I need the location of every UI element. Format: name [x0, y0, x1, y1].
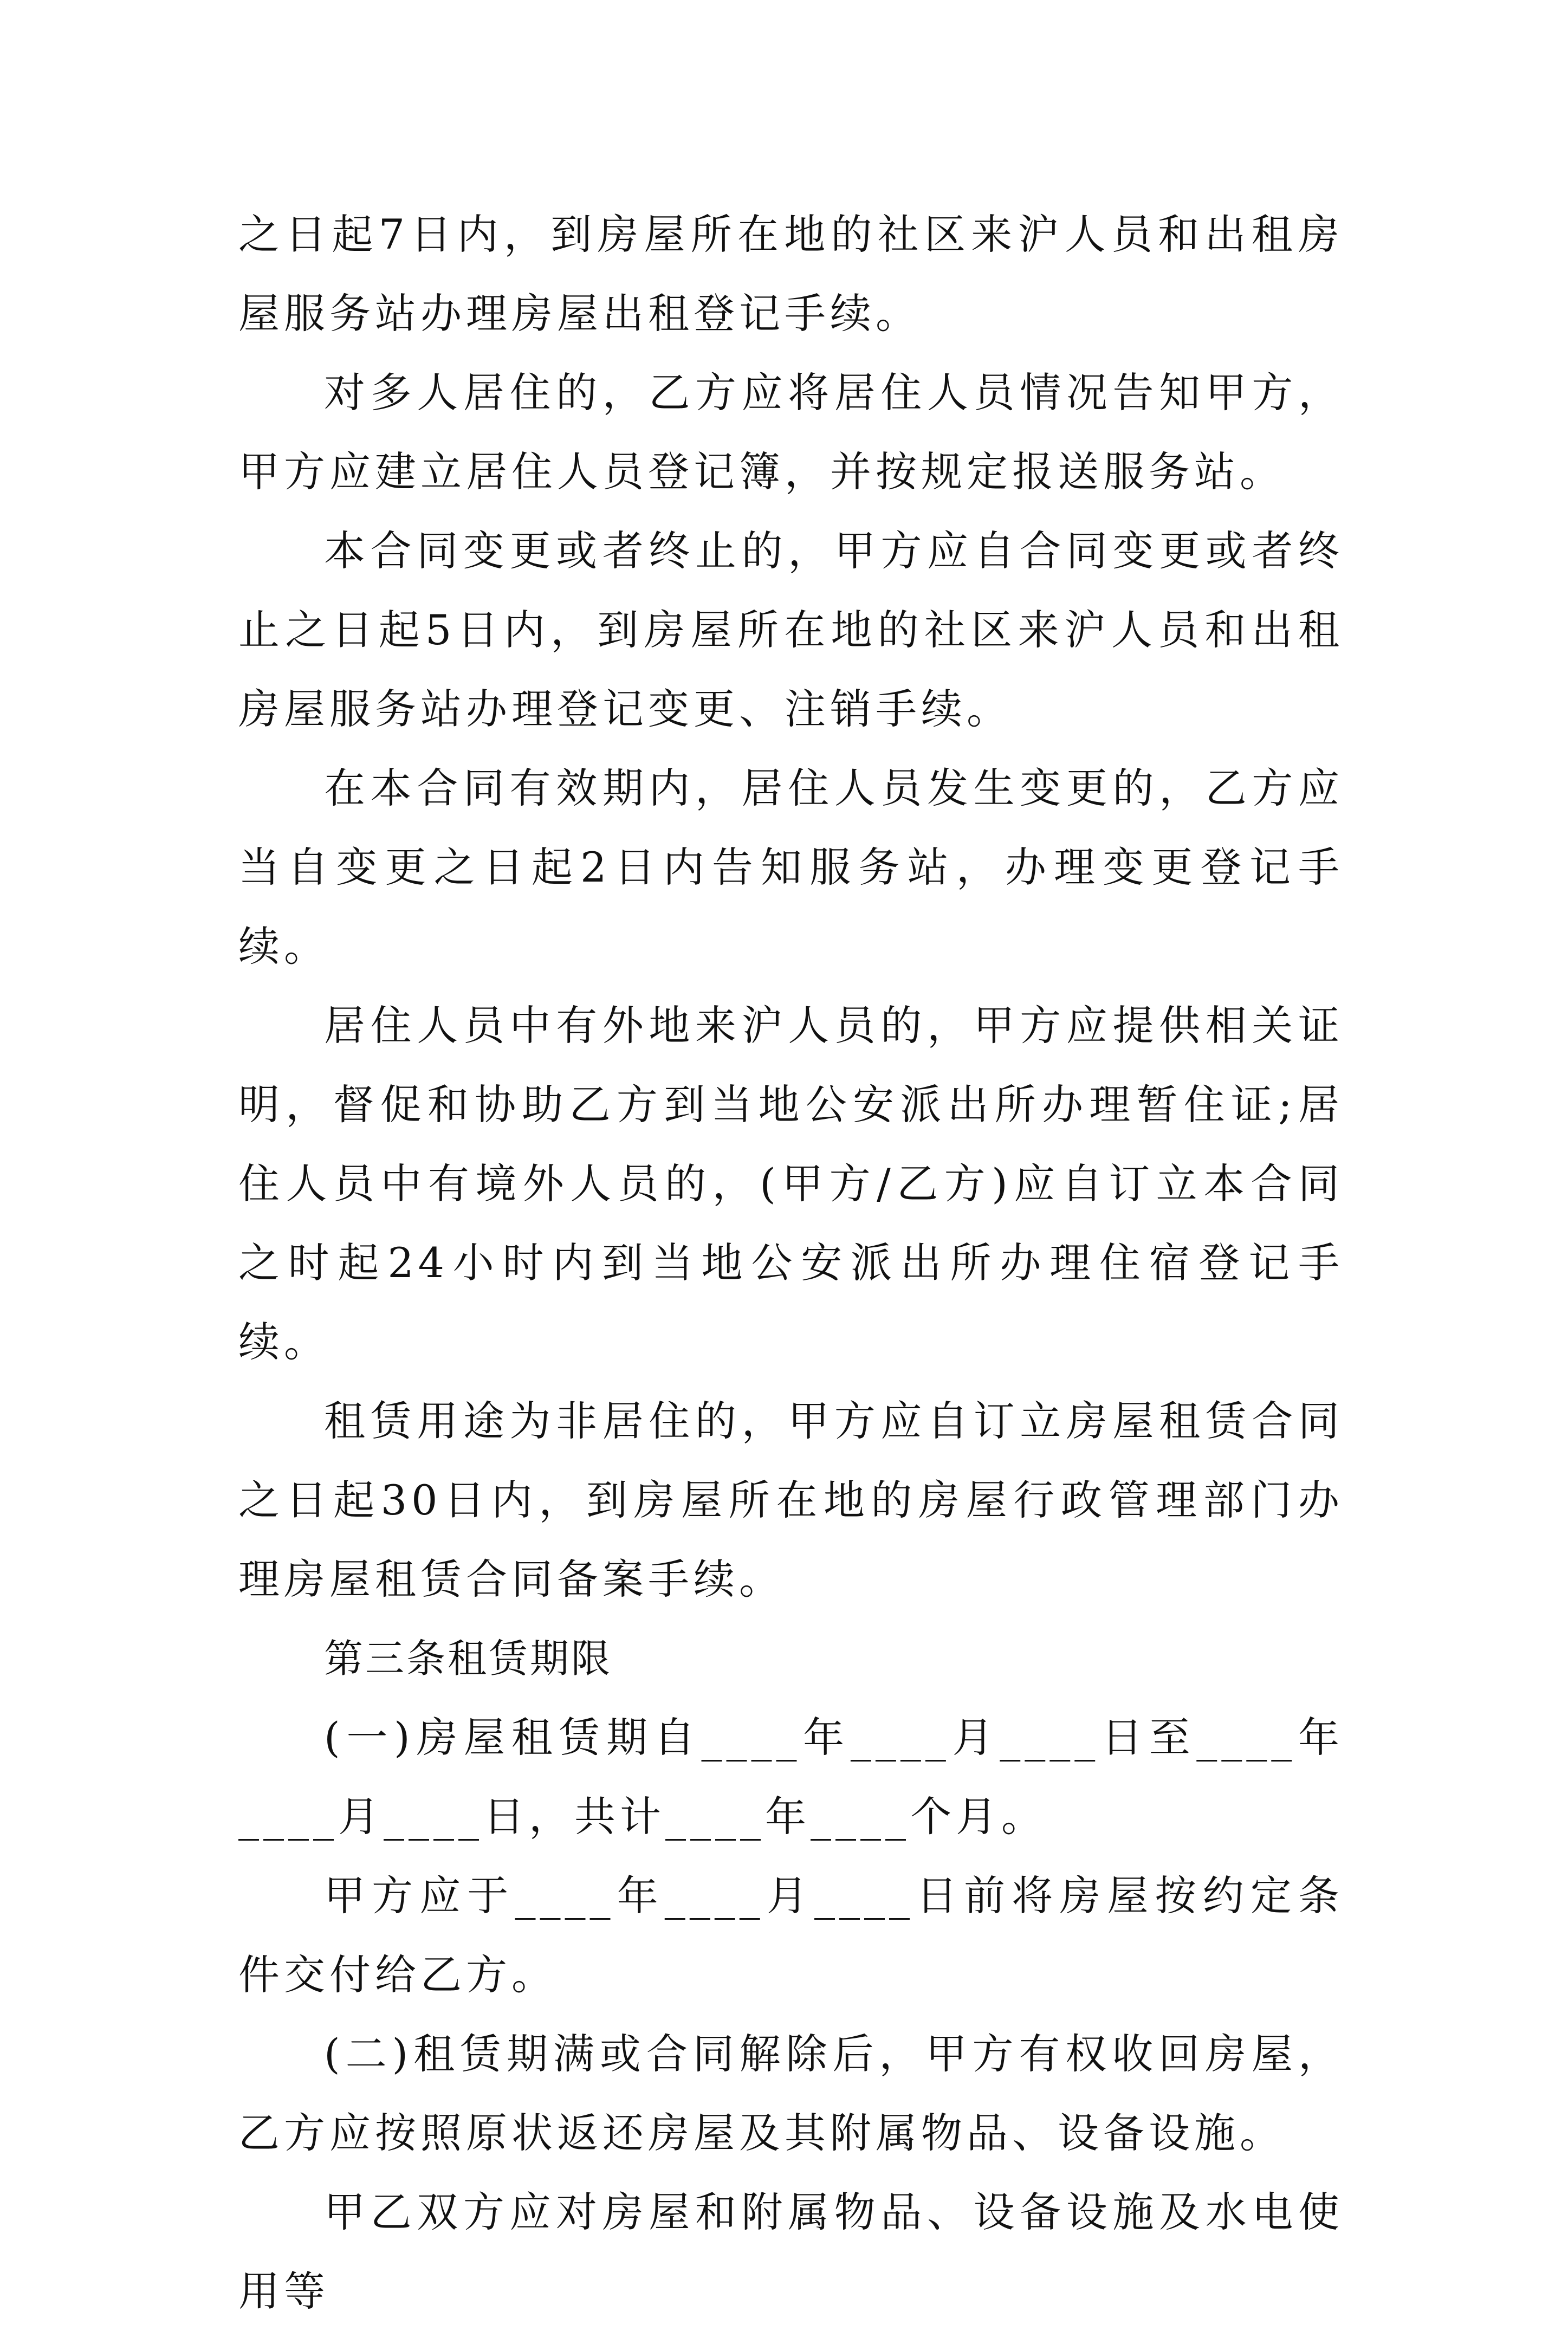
- section-heading-lease-term: 第三条租赁期限: [324, 1636, 613, 1681]
- paragraph-multiple-residents: 对多人居住的，乙方应将居住人员情况告知甲方，甲方应建立居住人员登记簿，并按规定报送服务站。: [238, 368, 1344, 496]
- document-page: [238, 195, 1344, 2331]
- paragraph-lease-period: (一)房屋租赁期自____年____月____日至____年____月____日，共计____年____个月。: [238, 1713, 1344, 1841]
- paragraph-delivery-date: 甲方应于____年____月____日前将房屋按约定条件交付给乙方。: [238, 1872, 1344, 1999]
- paragraph-registration-deadline: 之日起7日内，到房屋所在地的社区来沪人员和出租房屋服务站办理房屋出租登记手续。: [238, 210, 1344, 338]
- paragraph-contract-change: 本合同变更或者终止的，甲方应自合同变更或者终止之日起5日内，到房屋所在地的社区来沪人员和出租房屋服务站办理登记变更、注销手续。: [238, 527, 1344, 733]
- paragraph-nonresidential-use: 租赁用途为非居住的，甲方应自订立房屋租赁合同之日起30日内，到房屋所在地的房屋行政管理部门办理房屋租赁合同备案手续。: [238, 1397, 1344, 1603]
- paragraph-nonlocal-residents: 居住人员中有外地来沪人员的，甲方应提供相关证明，督促和协助乙方到当地公安派出所办理暂住证;居住人员中有境外人员的，(甲方/乙方)应自订立本合同之时起24小时内到当地公安派出所办理住宿登记手续。: [238, 1001, 1344, 1366]
- paragraph-facilities-usage: 甲乙双方应对房屋和附属物品、设备设施及水电使用等: [238, 2188, 1344, 2315]
- paragraph-resident-change: 在本合同有效期内，居住人员发生变更的，乙方应当自变更之日起2日内告知服务站，办理变更登记手续。: [238, 764, 1344, 970]
- paragraph-lease-expiry: (二)租赁期满或合同解除后，甲方有权收回房屋，乙方应按照原状返还房屋及其附属物品、设备设施。: [238, 2030, 1344, 2157]
